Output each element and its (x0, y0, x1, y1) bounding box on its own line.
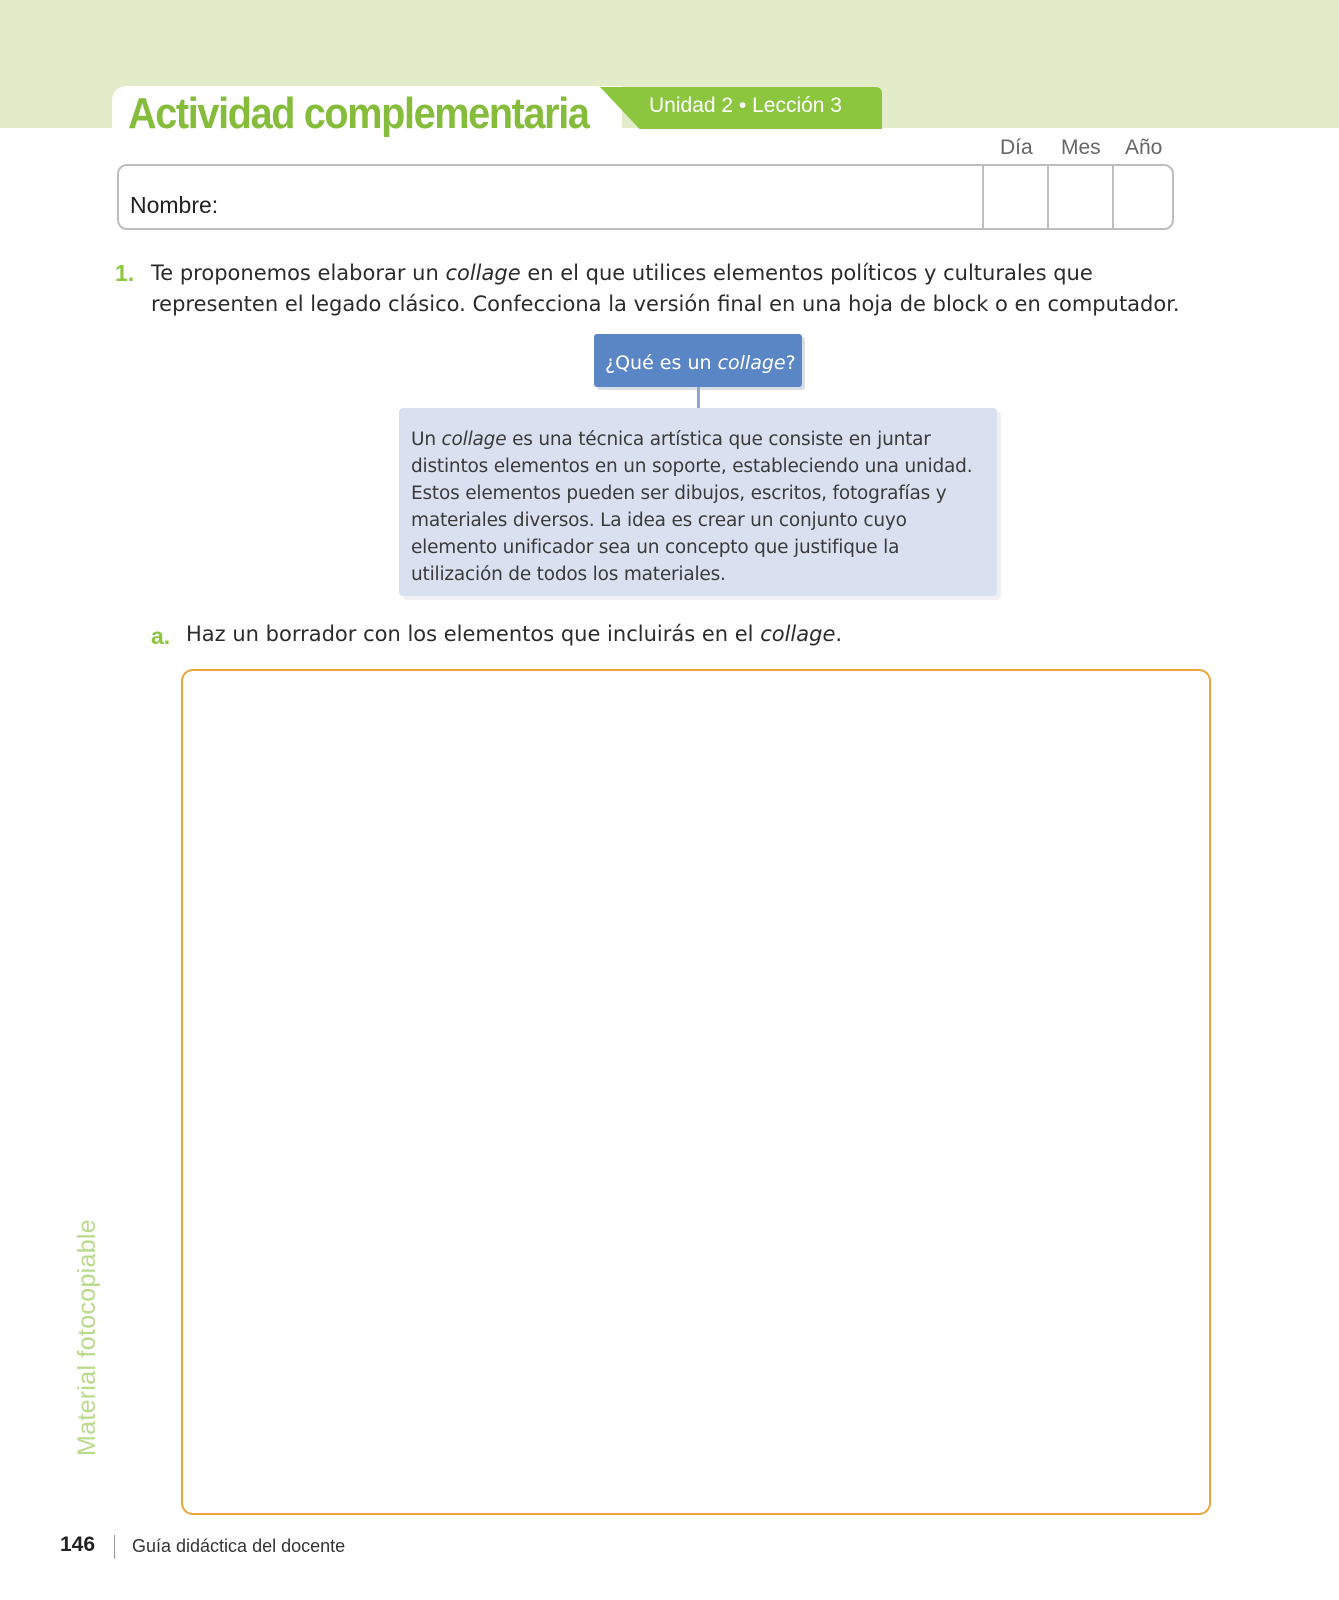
question-number: 1. (115, 260, 135, 286)
page-number: 146 (60, 1533, 96, 1556)
name-field-label: Nombre: (130, 192, 219, 218)
footer-divider (114, 1535, 115, 1559)
subquestion-text: Haz un borrador con los elementos que incluirás en el collage. (186, 622, 843, 646)
page-title: Actividad complementaria (128, 89, 589, 138)
question-text: Te proponemos elaborar un collage en el que utilices elementos políticos y culturales que representen el legado clásico. Confecciona la versión final en una hoja de block o en computador. (151, 261, 1180, 316)
drawing-area[interactable] (181, 669, 1211, 1515)
info-text: Un collage es una técnica artística que consiste en juntar distintos elementos en un soporte, estableciendo una unidad. Estos elementos pueden ser dibujos, escritos, fotografías y materiales diversos. La idea es crear un conjunto cuyo elemento unificador sea un concepto que justifique la utilización de todos los materiales. (411, 429, 973, 585)
name-date-form (117, 164, 1174, 230)
side-label: Material fotocopiable (73, 1219, 101, 1456)
footer-text: Guía didáctica del docente (132, 1536, 346, 1556)
form-divider (1047, 164, 1049, 230)
month-label: Mes (1061, 136, 1101, 159)
info-title: ¿Qué es un collage? (605, 352, 796, 374)
subquestion-letter: a. (151, 623, 171, 649)
form-divider (1112, 164, 1114, 230)
unit-lesson-label: Unidad 2 • Lección 3 (649, 94, 842, 117)
form-divider (982, 164, 984, 230)
info-connector (697, 387, 700, 408)
day-label: Día (1000, 136, 1033, 159)
year-label: Año (1125, 136, 1163, 159)
